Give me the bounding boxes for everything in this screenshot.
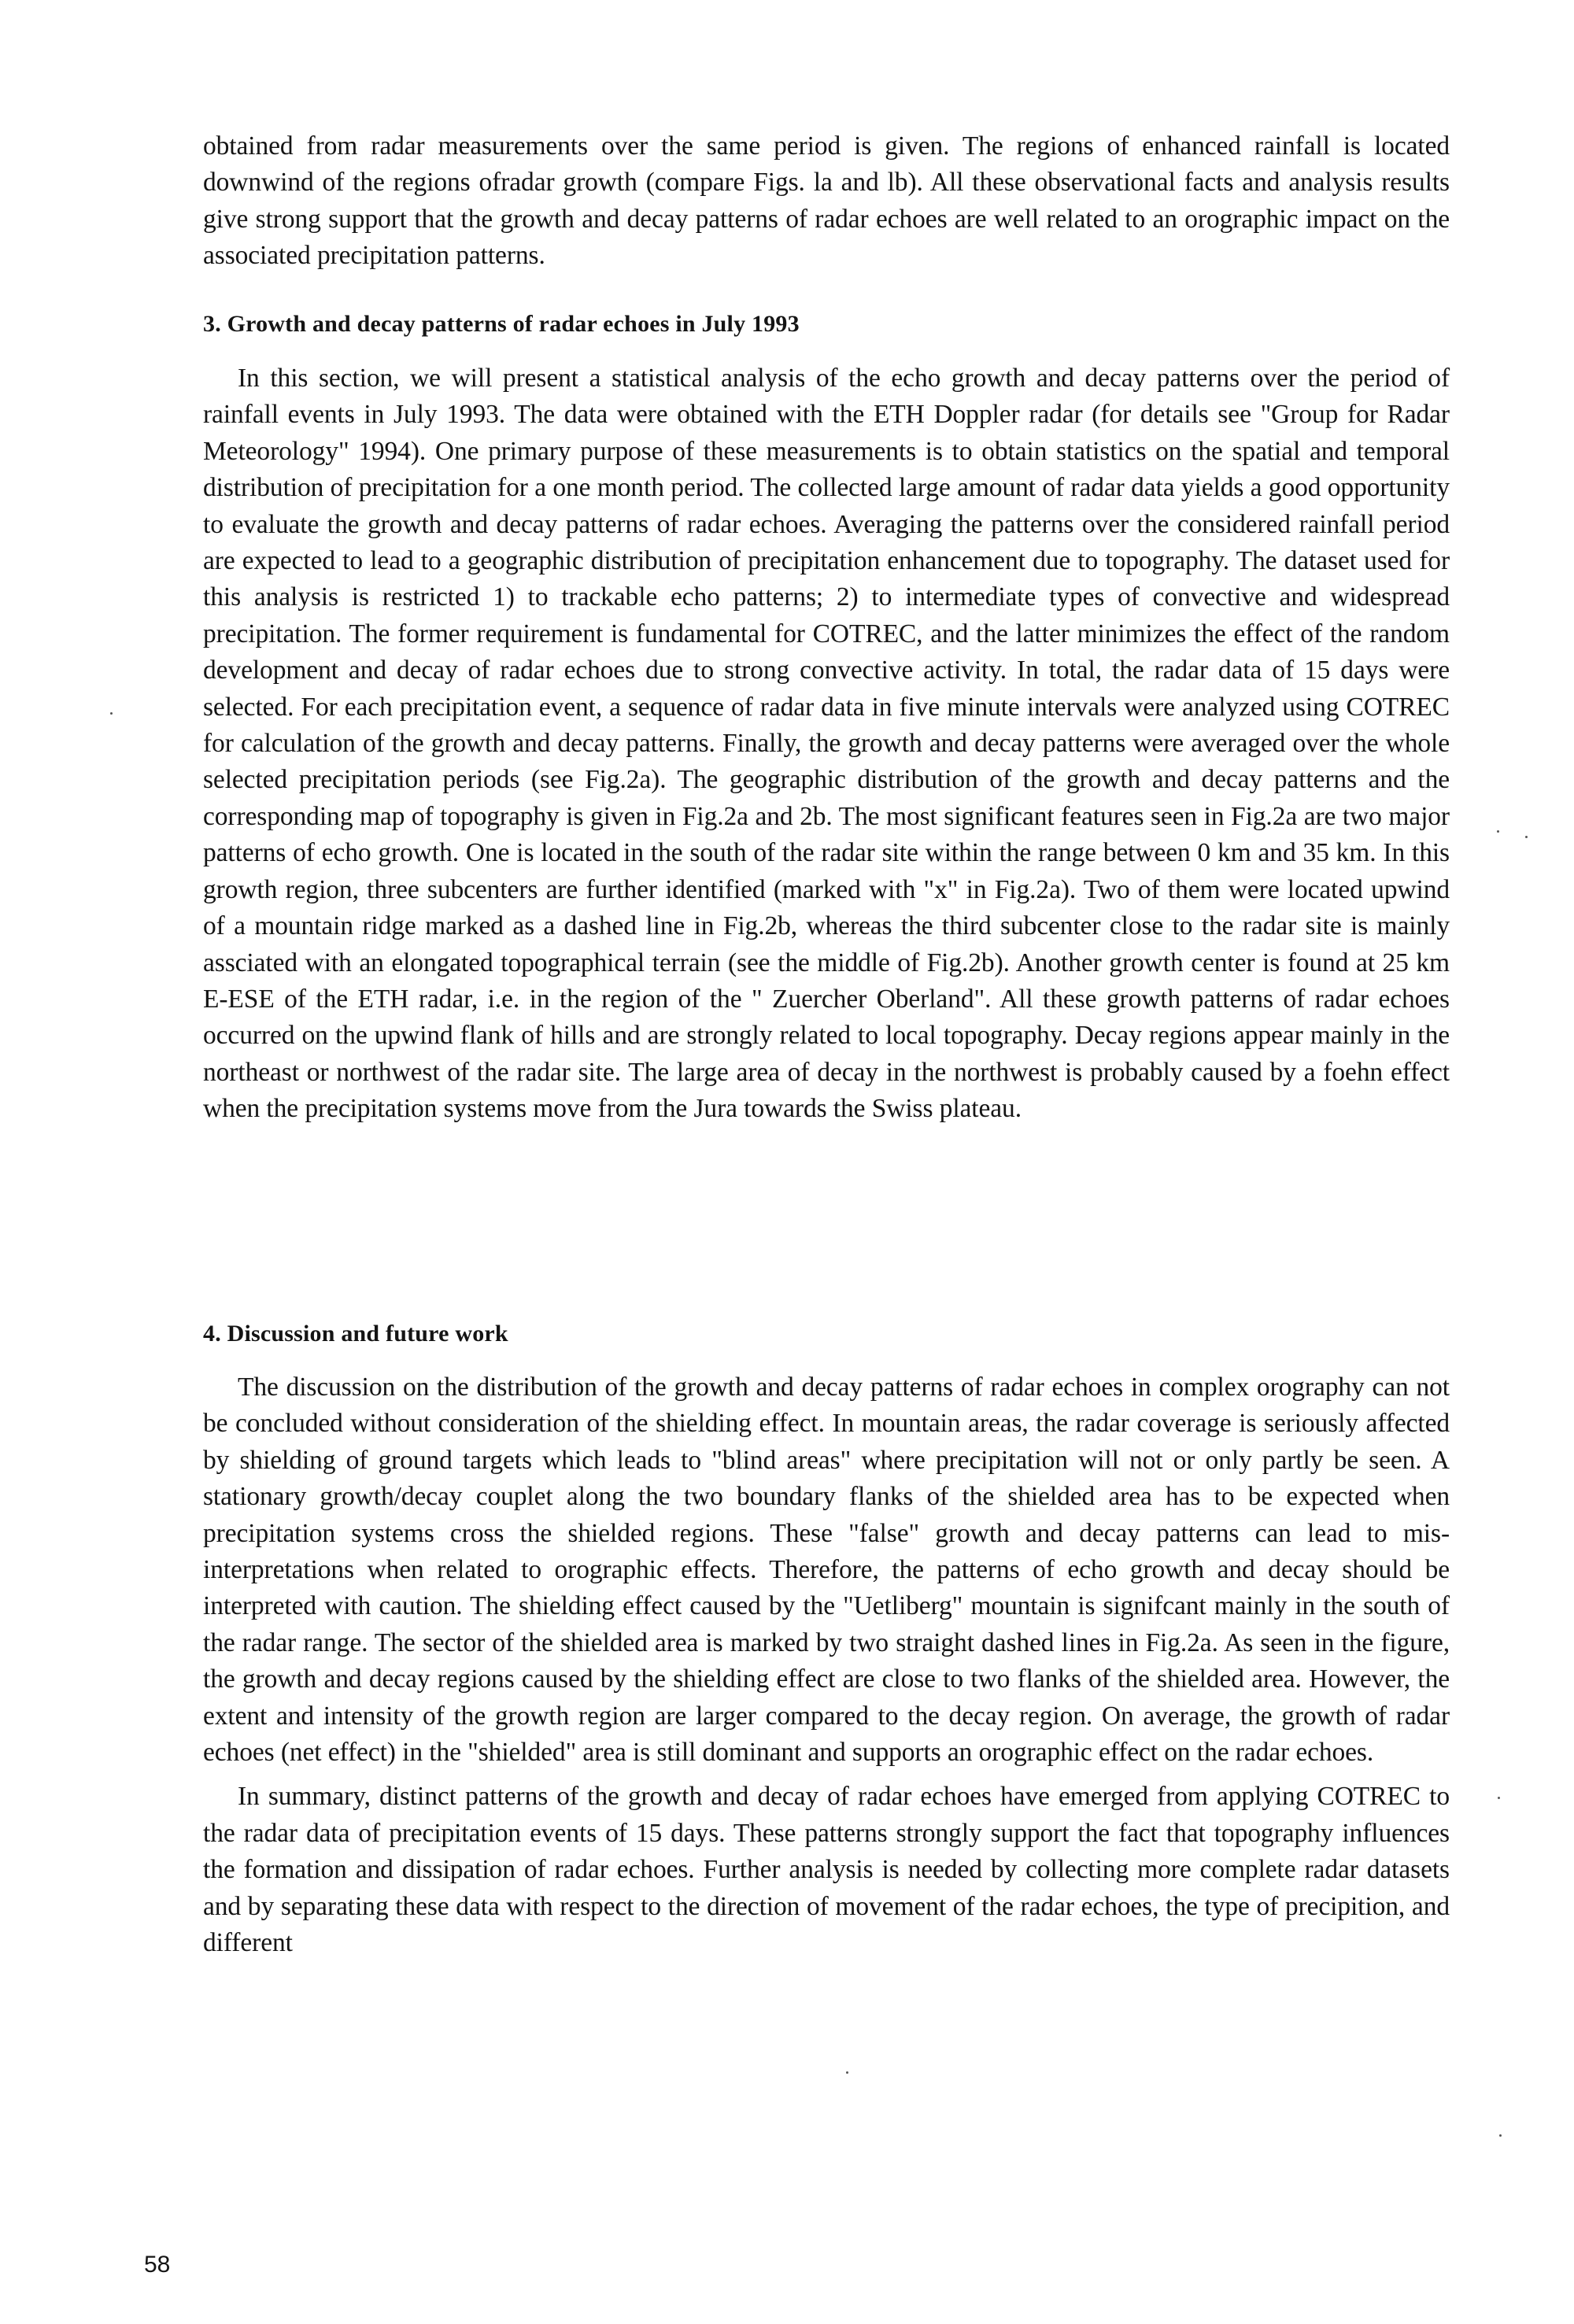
scan-speck xyxy=(1497,830,1499,833)
intro-text-block xyxy=(203,128,1450,275)
scan-speck xyxy=(1499,2134,1502,2137)
section-3-body xyxy=(203,360,1450,1128)
section-4-heading: 4. Discussion and future work xyxy=(203,1321,508,1347)
intro-paragraph: obtained from radar measurements over the same period is given. The regions of enhanced rainfall is located downwind of the regions ofradar growth (compare Figs. la and lb). All these observational facts and analysis results give strong support that the growth and decay patterns of radar echoes are well related to an orographic impact on the associated precipitation patterns. xyxy=(203,131,1450,271)
page-number: 58 xyxy=(144,2252,171,2278)
scan-speck xyxy=(1498,1797,1500,1799)
section-3-paragraph: In this section, we will present a statistical analysis of the echo growth and decay patterns over the period of rainfall events in July 1993. The data were obtained with the ETH Doppler radar (for details see "Group for Radar Meteorology" 1994). One primary purpose of these measurements is to obtain statistics on the spatial and temporal distribution of precipitation for a one month period. The collected large amount of radar data yields a good opportunity to evaluate the growth and decay patterns of radar echoes. Averaging the patterns over the considered rainfall period are expected to lead to a geographic distribution of precipitation enhancement due to topography. The dataset used for this analysis is restricted 1) to trackable echo patterns; 2) to intermediate types of convective and widespread precipitation. The former requirement is fundamental for COTREC, and the latter minimizes the effect of the random development and decay of radar echoes due to strong convective activity. In total, the radar data of 15 days were selected. For each precipitation event, a sequence of radar data in five minute intervals were analyzed using COTREC for calculation of the growth and decay patterns. Finally, the growth and decay patterns were averaged over the whole selected precipitation periods (see Fig.2a). The geographic distribution of the growth and decay patterns and the corresponding map of topography is given in Fig.2a and 2b. The most significant features seen in Fig.2a are two major patterns of echo growth. One is located in the south of the radar site within the range between 0 km and 35 km. In this growth region, three subcenters are further identified (marked with "x" in Fig.2a). Two of them were located upwind of a mountain ridge marked as a dashed line in Fig.2b, whereas the third subcenter close to the radar site is mainly assciated with an elongated topographical terrain (see the middle of Fig.2b). Another growth center is found at 25 km E-ESE of the ETH radar, i.e. in the region of the " Zuercher Oberland". All these growth patterns of radar echoes occurred on the upwind flank of hills and are strongly related to local topography. Decay regions appear mainly in the northeast or northwest of the radar site. The large area of decay in the northwest is probably caused by a foehn effect when the precipitation systems move from the Jura towards the Swiss plateau. xyxy=(203,364,1450,1124)
scan-speck xyxy=(110,712,113,715)
section-4-paragraph-2: In summary, distinct patterns of the growth and decay of radar echoes have emerged from applying COTREC to the radar data of precipitation events of 15 days. These patterns strongly support the fact that topography influences the formation and dissipation of radar echoes. Further analysis is needed by collecting more complete radar datasets and by separating these data with respect to the direction of movement of the radar echoes, the type of precipition, and different xyxy=(203,1782,1450,1958)
scan-speck xyxy=(1525,836,1528,838)
section-4-paragraph-1: The discussion on the distribution of the growth and decay patterns of radar echoes in complex orography can not be concluded without consideration of the shielding effect. In mountain areas, the radar coverage is seriously affected by shielding of ground targets which leads to "blind areas" where precipitation will not or only partly be seen. A stationary growth/decay couplet along the two boundary flanks of the shielded area has to be expected when precipitation systems cross the shielded regions. These "false" growth and decay patterns can lead to mis-interpretations when related to orographic effects. Therefore, the patterns of echo growth and decay should be interpreted with caution. The shielding effect caused by the "Uetliberg" mountain is signifcant mainly in the south of the radar range. The sector of the shielded area is marked by two straight dashed lines in Fig.2a. As seen in the figure, the growth and decay regions caused by the shielding effect are close to two flanks of the shielded area. However, the extent and intensity of the growth region are larger compared to the decay region. On average, the growth of radar echoes (net effect) in the "shielded" area is still dominant and supports an orographic effect on the radar echoes. xyxy=(203,1373,1450,1768)
section-4-body xyxy=(203,1369,1450,1962)
scan-speck xyxy=(846,2071,848,2074)
section-3-heading: 3. Growth and decay patterns of radar echoes in July 1993 xyxy=(203,311,800,337)
